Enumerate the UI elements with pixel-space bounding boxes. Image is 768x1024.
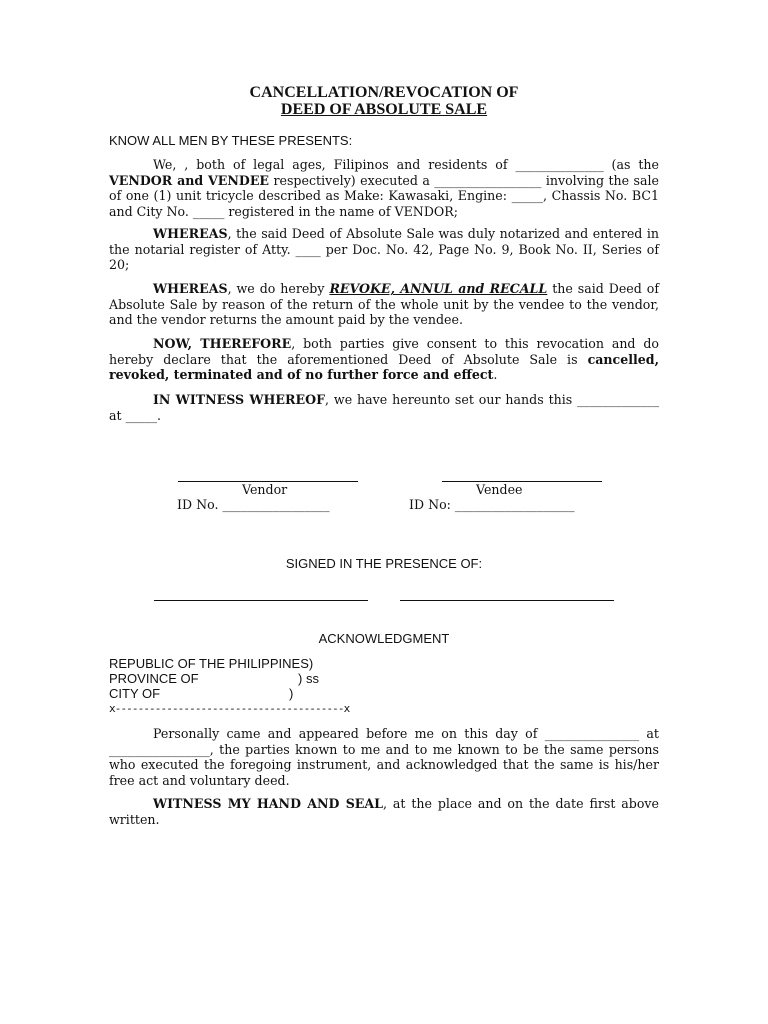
para3-text-1: , we do hereby [227, 281, 330, 296]
para1-text-2: respectively) executed a _________________ involving the sale of one (1) unit tricycle described as Make: Kawasaki, Engine: _____, Chassis No. BC1 and City No. _____ registered in the name of VENDOR; [109, 172, 660, 219]
venue-divider: x----------------------------------------x [109, 702, 350, 715]
vendor-id: ID No. _________________ [177, 497, 330, 512]
city-paren: ) [289, 686, 294, 701]
hand-seal-bold: WITNESS MY HAND AND SEAL [153, 796, 384, 811]
vendee-label: Vendee [476, 482, 523, 497]
para5-text: , we have hereunto set our hands this _____________ at _____. [109, 392, 659, 423]
paragraph-whereas-revoke [109, 281, 659, 328]
para3-text-2: the said Deed of Absolute Sale by reason of the return of the whole unit by the vendee to the vendor, and the vendor returns the amount paid by the vendee. [109, 281, 660, 327]
title-text-1: CANCELLATION/REVOCATION OF [249, 84, 519, 101]
province-label: PROVINCE OF [109, 671, 199, 686]
city-label: CITY OF [109, 686, 161, 701]
signed-in-presence-heading: SIGNED IN THE PRESENCE OF: [285, 556, 483, 571]
witness-1-signature-line [154, 600, 368, 601]
witness-hand-seal-paragraph [109, 796, 659, 827]
document-title-line-1 [0, 84, 768, 101]
hand-seal-text: , at the place and on the date first above written. [109, 796, 659, 827]
witness-2-signature-line [400, 600, 614, 601]
para4-lead: NOW, [153, 336, 201, 351]
vendor-label: Vendor [242, 482, 288, 497]
para2-text: , the said Deed of Absolute Sale was duly notarized and entered in the notarial register of Atty. ____ per Doc. No. 42, Page No. 9, Book No. II, Series of 20; [109, 226, 659, 272]
para1-bold: VENDOR and VENDEE [109, 172, 270, 188]
para4-bold-1: THEREFORE [200, 336, 292, 351]
paragraph-whereas-notarized [109, 226, 659, 273]
document-title-line-2 [0, 101, 768, 118]
paragraph-parties [109, 157, 659, 219]
para1-text-1: We, , both of legal ages, Filipinos and residents of ______________ (as the [153, 157, 659, 172]
paragraph-now-therefore [109, 336, 659, 383]
republic-line: REPUBLIC OF THE PHILIPPINES) [109, 656, 314, 671]
para2-bold: WHEREAS [153, 226, 228, 241]
paragraph-in-witness [109, 392, 659, 423]
para3-emphasis: REVOKE, ANNUL and RECALL [329, 281, 548, 296]
para4-text-1: , both parties give consent to this revocation and do hereby declare that the aforementioned Deed of Absolute Sale is [109, 336, 660, 367]
title-text-2: DEED OF ABSOLUTE SALE [280, 101, 488, 118]
acknowledgment-heading: ACKNOWLEDGMENT [318, 631, 450, 646]
intro-text: KNOW ALL MEN BY THESE PRESENTS: [109, 133, 353, 148]
acknowledgment-paragraph: Personally came and appeared before me on this day of _______________ at ________________, the parties known to me and to me known to be the same persons who executed the foregoing instrument, and acknowledged that the same is his/her free act and voluntary deed. [109, 726, 659, 788]
para3-lead: WHEREAS [153, 281, 228, 296]
para4-bold-2: cancelled, revoked, terminated and of no further force and effect [109, 351, 659, 382]
para4-text-2: . [493, 367, 498, 382]
para5-bold: IN WITNESS WHEREOF [153, 392, 326, 407]
province-ss: ) ss [298, 671, 319, 686]
vendee-id: ID No: ___________________ [409, 497, 575, 512]
